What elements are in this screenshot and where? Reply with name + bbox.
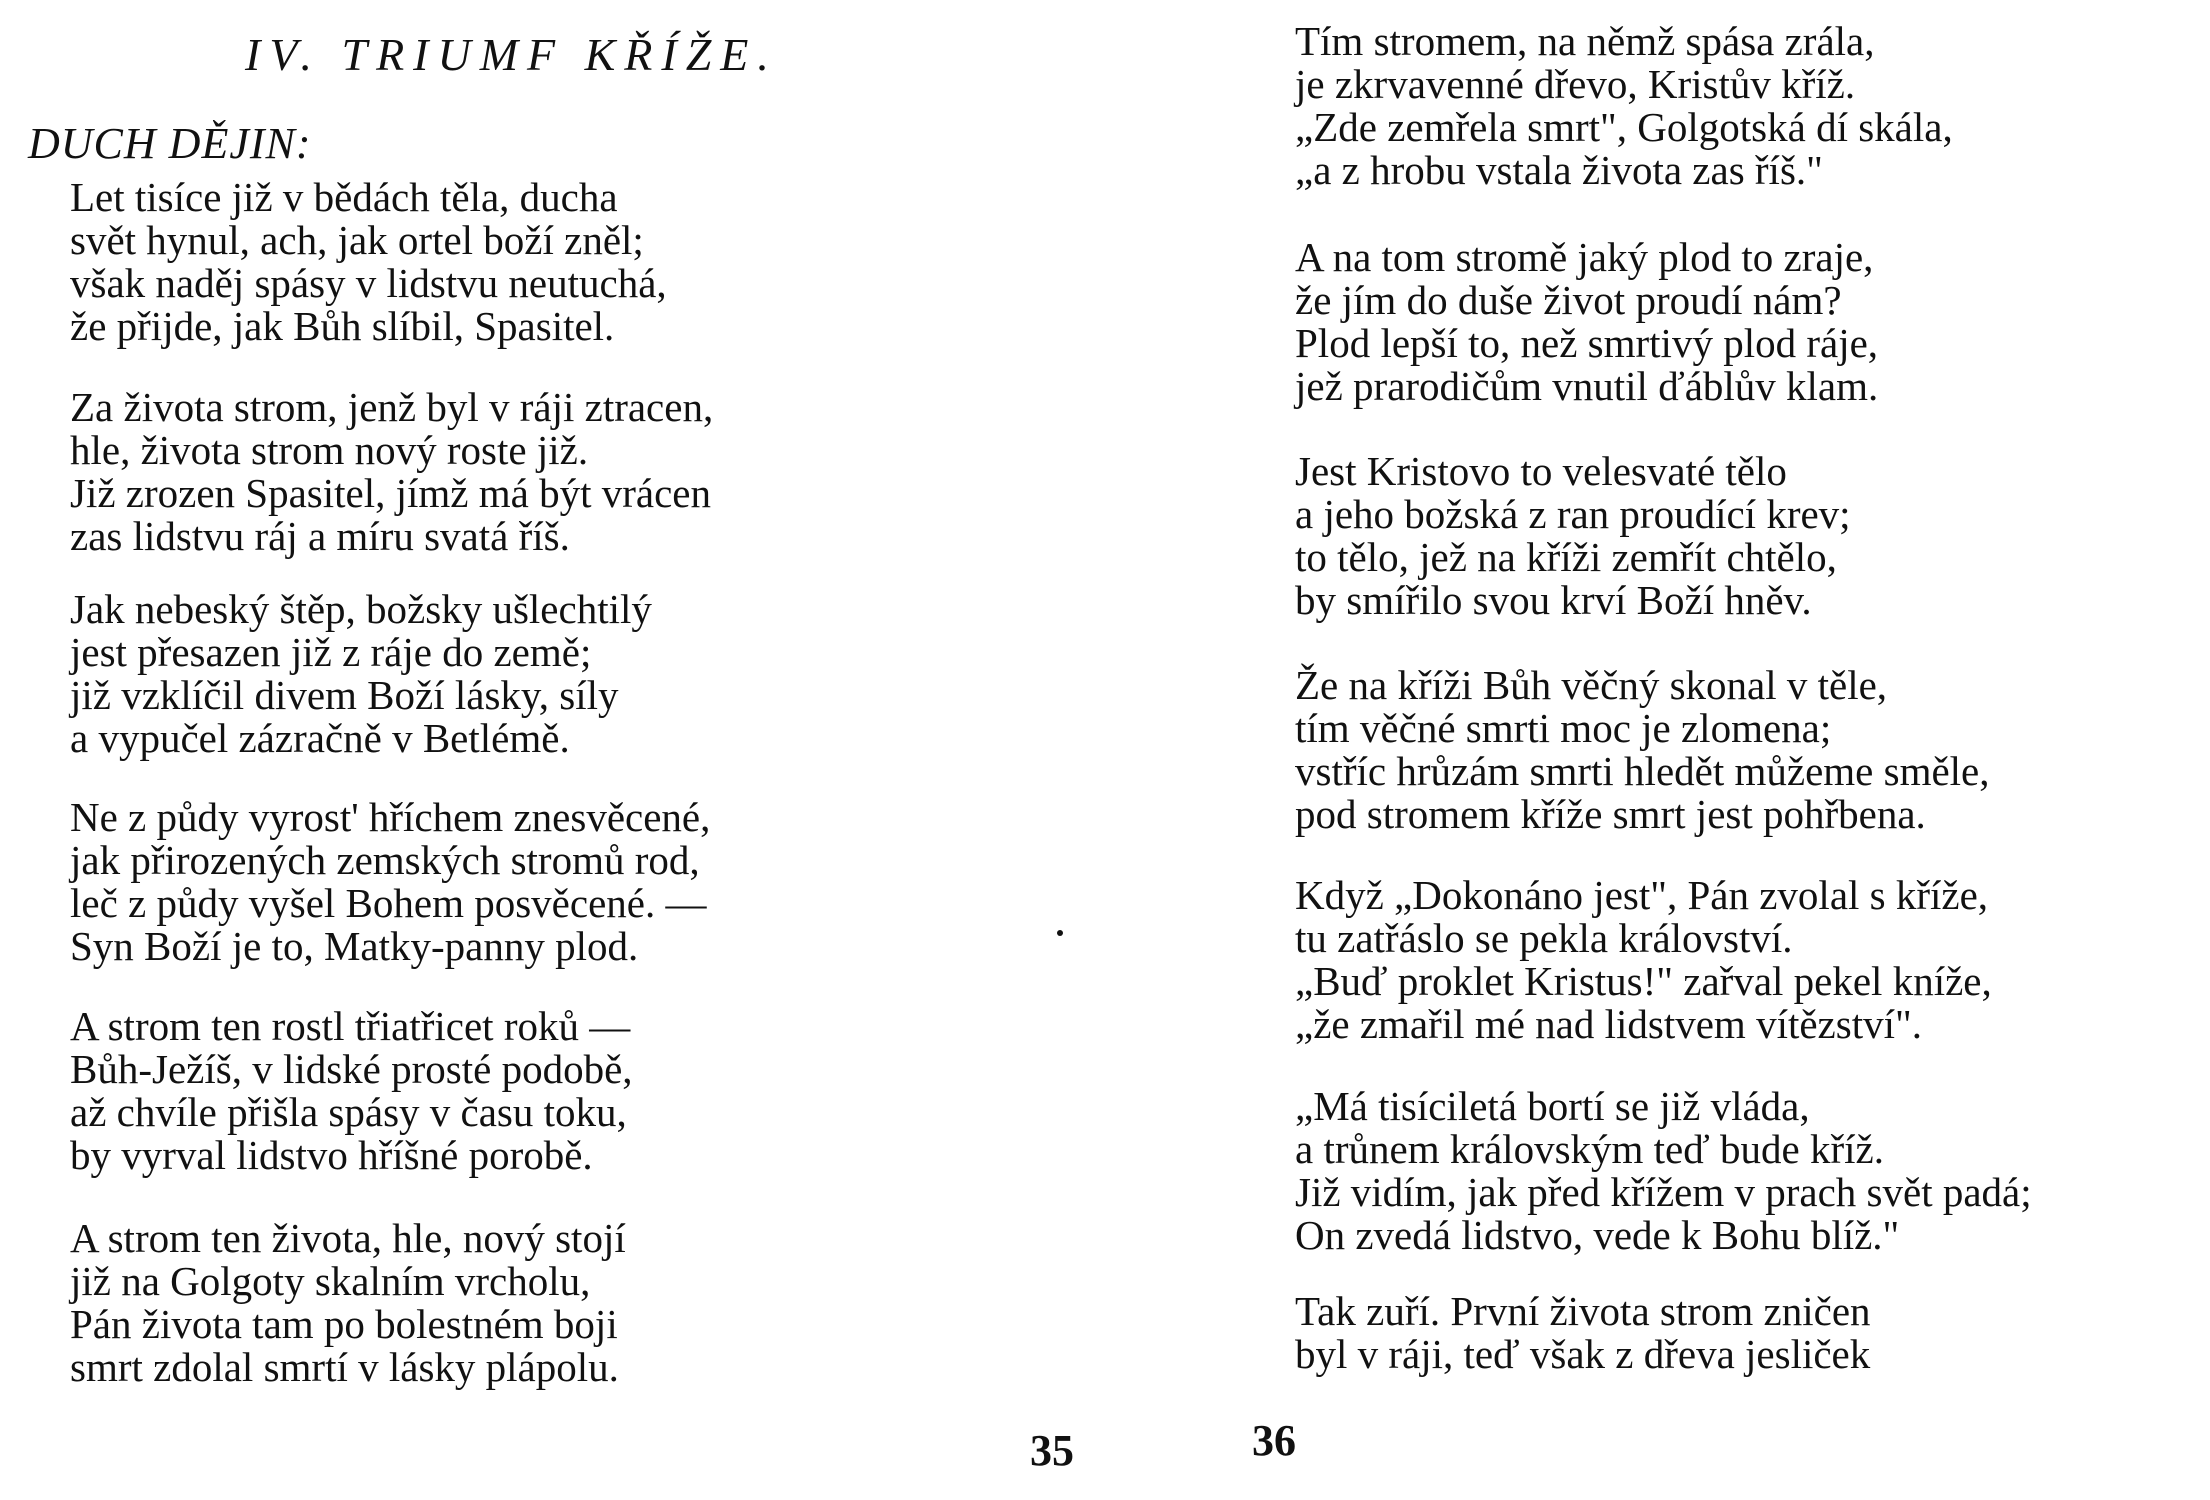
verse-line: pod stromem kříže smrt jest pohřbena.: [1295, 791, 1926, 837]
verse-line: tím věčné smrti moc je zlomena;: [1295, 705, 1832, 751]
stanza: [1295, 1290, 1871, 1376]
verse-line: Když „Dokonáno jest", Pán zvolal s kříže,: [1295, 872, 1989, 918]
left-page: [0, 0, 1100, 1500]
verse-line: Bůh-Ježíš, v lidské prosté podobě,: [70, 1046, 633, 1092]
right-page: [1100, 0, 2210, 1500]
verse-line: svět hynul, ach, jak ortel boží zněl;: [70, 217, 644, 263]
stanza: [1295, 20, 1953, 192]
verse-line: A strom ten života, hle, nový stojí: [70, 1215, 626, 1261]
verse-line: by smířilo svou krví Boží hněv.: [1295, 577, 1812, 623]
verse-line: však naděj spásy v lidstvu neutuchá,: [70, 260, 667, 306]
page-number: 36: [1252, 1416, 1296, 1465]
verse-line: zas lidstvu ráj a míru svatá říš.: [70, 513, 570, 559]
verse-line: již vzklíčil divem Boží lásky, síly: [70, 672, 619, 718]
stanza: [1295, 450, 1851, 622]
verse-line: A strom ten rostl třiatřicet roků —: [70, 1003, 631, 1049]
verse-line: Za života strom, jenž byl v ráji ztracen,: [70, 384, 714, 430]
verse-line: je zkrvavenné dřevo, Kristův kříž.: [1295, 61, 1856, 107]
verse-line: „že zmařil mé nad lidstvem vítězství".: [1295, 1001, 1922, 1047]
verse-line: Let tisíce již v bědách těla, ducha: [70, 174, 618, 220]
stanza: [70, 1005, 633, 1177]
stanza: [70, 1217, 626, 1389]
stanza: [70, 386, 713, 558]
verse-line: Tak zuří. První života strom zničen: [1295, 1288, 1871, 1334]
verse-line: tu zatřáslo se pekla království.: [1295, 915, 1793, 961]
verse-line: vstříc hrůzám smrti hledět můžeme směle,: [1295, 748, 1990, 794]
verse-line: leč z půdy vyšel Bohem posvěcené. —: [70, 880, 707, 926]
verse-line: Ne z půdy vyrost' hříchem znesvěcené,: [70, 794, 711, 840]
verse-line: „a z hrobu vstala života zas říš.": [1295, 147, 1823, 193]
verse-line: On zvedá lidstvo, vede k Bohu blíž.": [1295, 1212, 1900, 1258]
verse-line: již na Golgoty skalním vrcholu,: [70, 1258, 591, 1304]
verse-line: že přijde, jak Bůh slíbil, Spasitel.: [70, 303, 615, 349]
verse-line: smrt zdolal smrtí v lásky plápolu.: [70, 1344, 619, 1390]
stanza: [1295, 1085, 2032, 1257]
verse-line: to tělo, jež na kříži zemřít chtělo,: [1295, 534, 1837, 580]
verse-line: Pán života tam po bolestném boji: [70, 1301, 618, 1347]
verse-line: Tím stromem, na němž spása zrála,: [1295, 18, 1875, 64]
speaker-label: DUCH DĚJIN:: [28, 119, 312, 168]
verse-line: Plod lepší to, než smrtivý plod ráje,: [1295, 320, 1879, 366]
verse-line: „Buď proklet Kristus!" zařval pekel kníže,: [1295, 958, 1992, 1004]
verse-line: „Má tisíciletá bortí se již vláda,: [1295, 1083, 1810, 1129]
verse-line: až chvíle přišla spásy v času toku,: [70, 1089, 627, 1135]
verse-line: byl v ráji, teď však z dřeva jesliček: [1295, 1331, 1871, 1377]
page-number: 35: [1030, 1426, 1074, 1475]
verse-line: a vypučel zázračně v Betlémě.: [70, 715, 570, 761]
verse-line: jež prarodičům vnutil ďáblův klam.: [1295, 363, 1879, 409]
verse-line: že jím do duše život proudí nám?: [1295, 277, 1842, 323]
verse-line: by vyrval lidstvo hříšné porobě.: [70, 1132, 593, 1178]
stanza: [1295, 874, 1992, 1046]
chapter-title: IV. TRIUMF KŘÍŽE.: [245, 29, 778, 80]
verse-line: Že na kříži Bůh věčný skonal v těle,: [1295, 662, 1888, 708]
verse-line: Jest Kristovo to velesvaté tělo: [1295, 448, 1787, 494]
stanza: [70, 176, 667, 348]
verse-line: „Zde zemřela smrt", Golgotská dí skála,: [1295, 104, 1953, 150]
verse-line: A na tom stromě jaký plod to zraje,: [1295, 234, 1874, 280]
verse-line: a jeho božská z ran proudící krev;: [1295, 491, 1851, 537]
verse-line: hle, života strom nový roste již.: [70, 427, 589, 473]
stanza: [70, 588, 652, 760]
verse-line: Již vidím, jak před křížem v prach svět padá;: [1295, 1169, 2032, 1215]
verse-line: Syn Boží je to, Matky-panny plod.: [70, 923, 639, 969]
verse-line: jak přirozených zemských stromů rod,: [70, 837, 700, 883]
print-dot: [1057, 930, 1063, 936]
stanza: [1295, 664, 1990, 836]
verse-line: a trůnem královským teď bude kříž.: [1295, 1126, 1884, 1172]
verse-line: jest přesazen již z ráje do země;: [70, 629, 592, 675]
stanza: [1295, 236, 1878, 408]
verse-line: Jak nebeský štěp, božsky ušlechtilý: [70, 586, 652, 632]
verse-line: Již zrozen Spasitel, jímž má být vrácen: [70, 470, 711, 516]
stanza: [70, 796, 710, 968]
